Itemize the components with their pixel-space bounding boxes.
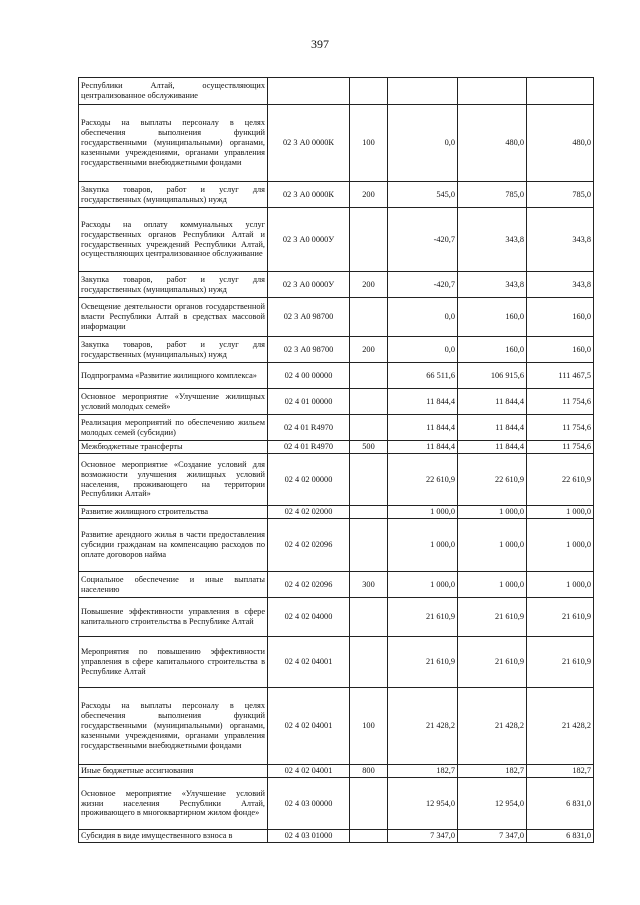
row-name-cell: Основное мероприятие «Улучшение условий жизни населения Республики Алтай, проживающего в многоквартирном жилом фонде»	[79, 778, 268, 830]
row-code-cell: 02 3 А0 98700	[268, 298, 350, 337]
row-amount-year1-cell: 21 610,9	[388, 598, 458, 637]
row-code-cell: 02 4 02 02096	[268, 572, 350, 598]
row-name-cell: Социальное обеспечение и иные выплаты населению	[79, 572, 268, 598]
row-amount-year3-cell: 480,0	[527, 105, 594, 182]
table-row	[79, 337, 594, 363]
row-code-cell: 02 3 А0 98700	[268, 337, 350, 363]
row-expense-type-cell	[350, 78, 388, 105]
table-row	[79, 688, 594, 765]
row-amount-year2-cell: 11 844,4	[458, 389, 527, 415]
row-code-cell: 02 4 00 00000	[268, 363, 350, 389]
row-expense-type-cell	[350, 454, 388, 506]
row-code-cell: 02 4 01 R4970	[268, 441, 350, 454]
row-amount-year2-cell: 160,0	[458, 298, 527, 337]
table-row	[79, 208, 594, 272]
row-expense-type-cell: 100	[350, 688, 388, 765]
row-amount-year2-cell: 21 428,2	[458, 688, 527, 765]
row-code-cell: 02 3 А0 0000У	[268, 272, 350, 298]
table-row	[79, 105, 594, 182]
table-row	[79, 778, 594, 830]
row-amount-year2-cell: 182,7	[458, 765, 527, 778]
table-row	[79, 519, 594, 572]
row-expense-type-cell: 200	[350, 272, 388, 298]
row-amount-year1-cell: 1 000,0	[388, 519, 458, 572]
row-amount-year1-cell: 545,0	[388, 182, 458, 208]
row-name-cell: Субсидия в виде имущественного взноса в	[79, 830, 268, 843]
row-amount-year3-cell: 111 467,5	[527, 363, 594, 389]
row-name-cell: Реализация мероприятий по обеспечению жильем молодых семей (субсидии)	[79, 415, 268, 441]
row-amount-year2-cell: 785,0	[458, 182, 527, 208]
row-code-cell	[268, 78, 350, 105]
row-amount-year3-cell	[527, 78, 594, 105]
row-amount-year1-cell: 66 511,6	[388, 363, 458, 389]
row-name-cell: Основное мероприятие «Создание условий для возможности улучшения жилищных условий населения, проживающего на территории Республики Алтай»	[79, 454, 268, 506]
row-amount-year2-cell: 12 954,0	[458, 778, 527, 830]
row-code-cell: 02 4 02 02096	[268, 519, 350, 572]
table-row	[79, 572, 594, 598]
row-code-cell: 02 3 А0 0000К	[268, 105, 350, 182]
row-amount-year1-cell: 182,7	[388, 765, 458, 778]
row-amount-year1-cell: 21 428,2	[388, 688, 458, 765]
row-amount-year1-cell: 1 000,0	[388, 572, 458, 598]
row-amount-year1-cell: 22 610,9	[388, 454, 458, 506]
row-amount-year1-cell: -420,7	[388, 208, 458, 272]
row-name-cell: Расходы на выплаты персоналу в целях обеспечения выполнения функций государственными (муниципальными) органами, казенными учреждениями, органами управления государственными внебюджетными фондами	[79, 688, 268, 765]
row-amount-year1-cell: 12 954,0	[388, 778, 458, 830]
row-amount-year2-cell: 106 915,6	[458, 363, 527, 389]
row-amount-year2-cell: 11 844,4	[458, 415, 527, 441]
row-amount-year2-cell: 1 000,0	[458, 572, 527, 598]
row-amount-year1-cell: 21 610,9	[388, 637, 458, 688]
row-amount-year3-cell: 11 754,6	[527, 415, 594, 441]
row-code-cell: 02 4 02 00000	[268, 454, 350, 506]
row-amount-year3-cell: 343,8	[527, 208, 594, 272]
table-row	[79, 441, 594, 454]
row-amount-year2-cell: 160,0	[458, 337, 527, 363]
row-expense-type-cell: 800	[350, 765, 388, 778]
row-amount-year1-cell: 11 844,4	[388, 441, 458, 454]
row-expense-type-cell: 100	[350, 105, 388, 182]
row-code-cell: 02 4 02 02000	[268, 506, 350, 519]
row-amount-year2-cell: 7 347,0	[458, 830, 527, 843]
table-row	[79, 182, 594, 208]
table-row	[79, 598, 594, 637]
row-amount-year3-cell: 22 610,9	[527, 454, 594, 506]
row-amount-year1-cell: 0,0	[388, 105, 458, 182]
row-name-cell: Расходы на оплату коммунальных услуг государственных органов Республики Алтай и государственных учреждений Республики Алтай, осуществляющих централизованное обслуживание	[79, 208, 268, 272]
row-code-cell: 02 3 А0 0000У	[268, 208, 350, 272]
table-row	[79, 78, 594, 105]
row-name-cell: Развитие жилищного строительства	[79, 506, 268, 519]
table-row	[79, 363, 594, 389]
row-amount-year2-cell	[458, 78, 527, 105]
row-expense-type-cell	[350, 208, 388, 272]
row-amount-year2-cell: 22 610,9	[458, 454, 527, 506]
row-name-cell: Республики Алтай, осуществляющих централизованное обслуживание	[79, 78, 268, 105]
row-amount-year2-cell: 11 844,4	[458, 441, 527, 454]
row-amount-year1-cell: 11 844,4	[388, 389, 458, 415]
row-amount-year1-cell: 1 000,0	[388, 506, 458, 519]
table-row	[79, 415, 594, 441]
row-expense-type-cell	[350, 415, 388, 441]
table-row	[79, 298, 594, 337]
row-amount-year1-cell: 0,0	[388, 337, 458, 363]
row-amount-year3-cell: 343,8	[527, 272, 594, 298]
row-amount-year3-cell: 1 000,0	[527, 519, 594, 572]
row-expense-type-cell	[350, 506, 388, 519]
row-amount-year1-cell: -420,7	[388, 272, 458, 298]
row-code-cell: 02 4 03 01000	[268, 830, 350, 843]
row-amount-year2-cell: 21 610,9	[458, 598, 527, 637]
row-amount-year3-cell: 21 610,9	[527, 637, 594, 688]
row-expense-type-cell	[350, 598, 388, 637]
row-expense-type-cell	[350, 637, 388, 688]
row-code-cell: 02 4 01 00000	[268, 389, 350, 415]
row-name-cell: Развитие арендного жилья в части предоставления субсидии гражданам на компенсацию расходов по оплате договоров найма	[79, 519, 268, 572]
table-row	[79, 272, 594, 298]
row-amount-year1-cell	[388, 78, 458, 105]
row-amount-year2-cell: 343,8	[458, 272, 527, 298]
row-amount-year3-cell: 6 831,0	[527, 830, 594, 843]
row-amount-year2-cell: 1 000,0	[458, 519, 527, 572]
budget-table	[78, 77, 594, 843]
table-row	[79, 765, 594, 778]
row-amount-year3-cell: 21 610,9	[527, 598, 594, 637]
row-expense-type-cell	[350, 389, 388, 415]
row-amount-year3-cell: 1 000,0	[527, 506, 594, 519]
row-amount-year2-cell: 343,8	[458, 208, 527, 272]
row-amount-year3-cell: 160,0	[527, 298, 594, 337]
row-code-cell: 02 3 А0 0000К	[268, 182, 350, 208]
row-amount-year1-cell: 11 844,4	[388, 415, 458, 441]
table-row	[79, 389, 594, 415]
table-row	[79, 830, 594, 843]
row-amount-year1-cell: 7 347,0	[388, 830, 458, 843]
row-name-cell: Межбюджетные трансферты	[79, 441, 268, 454]
row-code-cell: 02 4 02 04001	[268, 688, 350, 765]
row-expense-type-cell	[350, 519, 388, 572]
row-amount-year3-cell: 6 831,0	[527, 778, 594, 830]
row-name-cell: Мероприятия по повышению эффективности управления в сфере капитального строительства в Республике Алтай	[79, 637, 268, 688]
row-name-cell: Подпрограмма «Развитие жилищного комплекса»	[79, 363, 268, 389]
row-expense-type-cell	[350, 830, 388, 843]
row-expense-type-cell: 200	[350, 182, 388, 208]
row-code-cell: 02 4 02 04001	[268, 637, 350, 688]
row-name-cell: Закупка товаров, работ и услуг для государственных (муниципальных) нужд	[79, 272, 268, 298]
table-row	[79, 506, 594, 519]
row-amount-year2-cell: 21 610,9	[458, 637, 527, 688]
table-row	[79, 454, 594, 506]
row-expense-type-cell	[350, 778, 388, 830]
row-expense-type-cell: 300	[350, 572, 388, 598]
row-amount-year3-cell: 21 428,2	[527, 688, 594, 765]
row-name-cell: Основное мероприятие «Улучшение жилищных условий молодых семей»	[79, 389, 268, 415]
row-expense-type-cell: 500	[350, 441, 388, 454]
row-name-cell: Закупка товаров, работ и услуг для государственных (муниципальных) нужд	[79, 337, 268, 363]
row-code-cell: 02 4 02 04000	[268, 598, 350, 637]
row-code-cell: 02 4 02 04001	[268, 765, 350, 778]
row-name-cell: Иные бюджетные ассигнования	[79, 765, 268, 778]
row-expense-type-cell	[350, 298, 388, 337]
budget-table-body	[79, 78, 594, 843]
row-name-cell: Освещение деятельности органов государственной власти Республики Алтай в средствах массовой информации	[79, 298, 268, 337]
row-amount-year3-cell: 182,7	[527, 765, 594, 778]
row-name-cell: Повышение эффективности управления в сфере капитального строительства в Республике Алтай	[79, 598, 268, 637]
row-amount-year2-cell: 480,0	[458, 105, 527, 182]
row-amount-year3-cell: 160,0	[527, 337, 594, 363]
row-amount-year2-cell: 1 000,0	[458, 506, 527, 519]
page-number: 397	[311, 37, 329, 51]
row-amount-year3-cell: 785,0	[527, 182, 594, 208]
row-code-cell: 02 4 03 00000	[268, 778, 350, 830]
table-row	[79, 637, 594, 688]
row-expense-type-cell: 200	[350, 337, 388, 363]
row-expense-type-cell	[350, 363, 388, 389]
row-amount-year3-cell: 1 000,0	[527, 572, 594, 598]
row-name-cell: Закупка товаров, работ и услуг для государственных (муниципальных) нужд	[79, 182, 268, 208]
row-code-cell: 02 4 01 R4970	[268, 415, 350, 441]
row-amount-year3-cell: 11 754,6	[527, 441, 594, 454]
row-amount-year1-cell: 0,0	[388, 298, 458, 337]
row-amount-year3-cell: 11 754,6	[527, 389, 594, 415]
row-name-cell: Расходы на выплаты персоналу в целях обеспечения выполнения функций государственными (муниципальными) органами, казенными учреждениями, органами управления государственными внебюджетными фондами	[79, 105, 268, 182]
